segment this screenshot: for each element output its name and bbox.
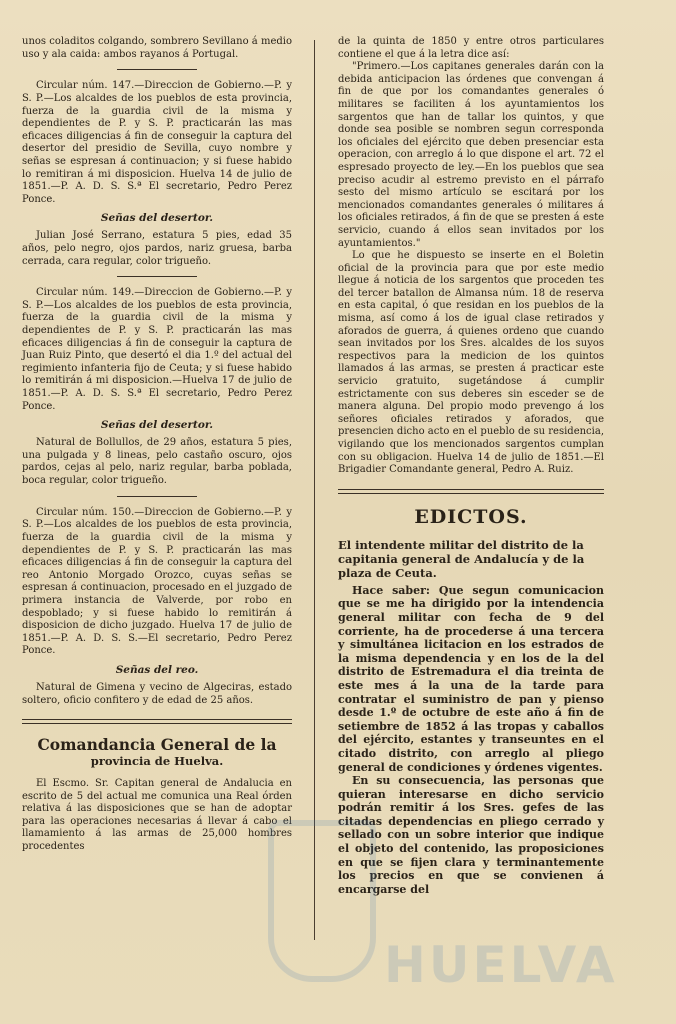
comandancia-paragraph: El Escmo. Sr. Capitan general de Andalucia en escrito de 5 del actual me comunica una Real órden relativa á las disposiciones que se han de adoptar para las operaciones necesarias á llevar á cabo el llamamiento á las armas de 25,000 hombres procedentes bbox=[22, 778, 292, 853]
quoted-article: "Primero.—Los capitanes generales darán con la debida anticipacion las órdenes que convengan á fin de que por los comandantes generales ó militares se faciliten á los ayuntamientos los sargentos que han de tallar los quintos, y que donde sea posible se nombren segun corresponda los oficiales del ejército que deben presenciar esta operacion, con arreglo á lo que dispone el art. 72 el espresado proyecto de ley.—En los pueblos que sea preciso acudir al estremo previsto en el párrafo sesto del mismo artículo se escitará por los mencionados comandantes generales ó militares á los oficiales retirados, á fin de que se presten á este servicio, cuando á ellos sean invitados por los ayuntamientos." bbox=[338, 61, 604, 249]
deserter-description: Julian José Serrano, estatura 5 pies, edad 35 años, pelo negro, ojos pardos, nariz gruesa, barba cerrada, cara regular, color trigueño. bbox=[22, 230, 292, 267]
comandancia-title: Comandancia General de la bbox=[37, 735, 277, 755]
left-column bbox=[22, 36, 292, 854]
continuation-paragraph: unos coladitos colgando, sombrero Sevillano á medio uso y ala caida: ambos rayanos á Portugal. bbox=[22, 36, 292, 60]
edict-paragraph: Hace saber: Que segun comunicacion que se me ha dirigido por la intendencia general militar con fecha de 9 del corriente, ha de procederse á una tercera y simultánea licitacion en los estrados de la misma dependencia y en los de la del distrito de Estremadura el dia treinta de este mes á la una de la tarde para contratar el suministro de pan y pienso desde 1.º de octubre de este año á fin de setiembre de 1852 á las tropas y caballos del ejército, estantes y transeuntes en el citado distrito, con arreglo al pliego general de condiciones y órdenes vigentes. bbox=[338, 583, 604, 774]
edictos-heading: EDICTOS. bbox=[414, 505, 528, 528]
double-rule bbox=[338, 489, 604, 494]
section-heading: Señas del desertor. bbox=[100, 212, 214, 225]
circular-147: Circular núm. 147.—Direccion de Gobierno.—P. y S. P.—Los alcaldes de los pueblos de esta provincia, fuerza de la guardia civil de la misma y dependientes de P. y S. P. practicarán las mas eficaces diligencias á fin de conseguir la captura del desertor del presidio de Sevilla, cuyo nombre y señas se espresan á continuacion; y si fuese habido lo remitiran á mi disposicion. Huelva 14 de julio de 1851.—P. A. D. S. S.ª El secretario, Pedro Perez Ponce. bbox=[22, 80, 292, 205]
section-heading: Señas del reo. bbox=[115, 663, 199, 676]
comandancia-subtitle: provincia de Huelva. bbox=[90, 754, 224, 769]
separator bbox=[117, 496, 197, 497]
section-heading: Señas del desertor. bbox=[100, 419, 214, 432]
right-column bbox=[338, 36, 604, 896]
edict-heading: El intendente militar del distrito de la capitania general de Andalucía y de la plaza de Ceuta. bbox=[338, 537, 585, 580]
watermark-text: HUELVA bbox=[384, 936, 618, 994]
deserter-description: Natural de Bollullos, de 29 años, estatura 5 pies, una pulgada y 8 lineas, pelo castaño oscuro, ojos pardos, cejas al pelo, nariz regular, barba poblada, boca regular, color trigueño. bbox=[22, 437, 292, 486]
separator bbox=[117, 69, 197, 70]
reo-description: Natural de Gimena y vecino de Algeciras, estado soltero, oficio confitero y de edad de 25 años. bbox=[22, 681, 292, 706]
continuation-paragraph: de la quinta de 1850 y entre otros particulares contiene el que á la letra dice así: bbox=[338, 36, 604, 60]
circular-150: Circular núm. 150.—Direccion de Gobierno.—P. y S. P.—Los alcaldes de los pueblos de esta provincia, fuerza de la guardia civil de la misma y dependientes de P. y S. P. practicarán las mas eficaces diligencias á fin de conseguir la captura del reo Antonio Morgado Orozco, cuyas señas se espresan á continuacion, procesado en el juzgado de primera instancia de Valverde, por robo en despoblado; y si fuese habido lo remitirán á disposicion de dicho juzgado. Huelva 17 de julio de 1851.—P. A. D. S. S.—El secretario, Pedro Perez Ponce. bbox=[22, 506, 292, 657]
brigadier-order: Lo que he dispuesto se inserte en el Boletin oficial de la provincia para que por este medio llegue á noticia de los sargentos que proceden tes del tercer batallon de Almansa núm. 18 de reserva en esta capital, ó que residan en los pueblos de la misma, así como á los de igual clase retirados y aforados de guerra, á quienes ordeno que cuando sean invitados por los Sres. alcaldes de los suyos respectivos para la medicion de los quintos llamados á las armas, se presten á practicar este servicio gratuito, sugetándose á cumplir estrictamente con sus deberes sin esceder se de manera alguna. Del propio modo prevengo á los señores oficiales retirados y aforados, que presencien dicho acto en el pueblo de su residencia, vigilando que los mencionados sargentos cumplan con su obligacion. Huelva 14 de julio de 1851.—El Brigadier Comandante general, Pedro A. Ruiz. bbox=[338, 250, 604, 476]
double-rule bbox=[22, 719, 292, 724]
column-divider bbox=[314, 40, 315, 940]
edict-paragraph: En su consecuencia, las personas que quieran interesarse en dicho servicio podrán remitir á los Sres. gefes de las citadas dependencias en pliego cerrado y sellado con un sobre interior que indique el objeto del contenido, las proposiciones en que se fijen clara y terminantemente los precios en que se convienen á encargarse del bbox=[338, 774, 604, 896]
separator bbox=[117, 276, 197, 277]
circular-149: Circular núm. 149.—Direccion de Gobierno.—P. y S. P.—Los alcaldes de los pueblos de esta provincia, fuerza de la guardia civil de la misma y dependientes de P. y S. P. practicarán las mas eficaces diligencias á fin de conseguir la captura de Juan Ruiz Pinto, que desertó el dia 1.º del actual del regimiento infanteria fijo de Ceuta; y si fuese habido lo remitirán á mi disposicion.—Huelva 17 de julio de 1851.—P. A. D. S. S.ª El secretario, Pedro Perez Ponce. bbox=[22, 287, 292, 412]
